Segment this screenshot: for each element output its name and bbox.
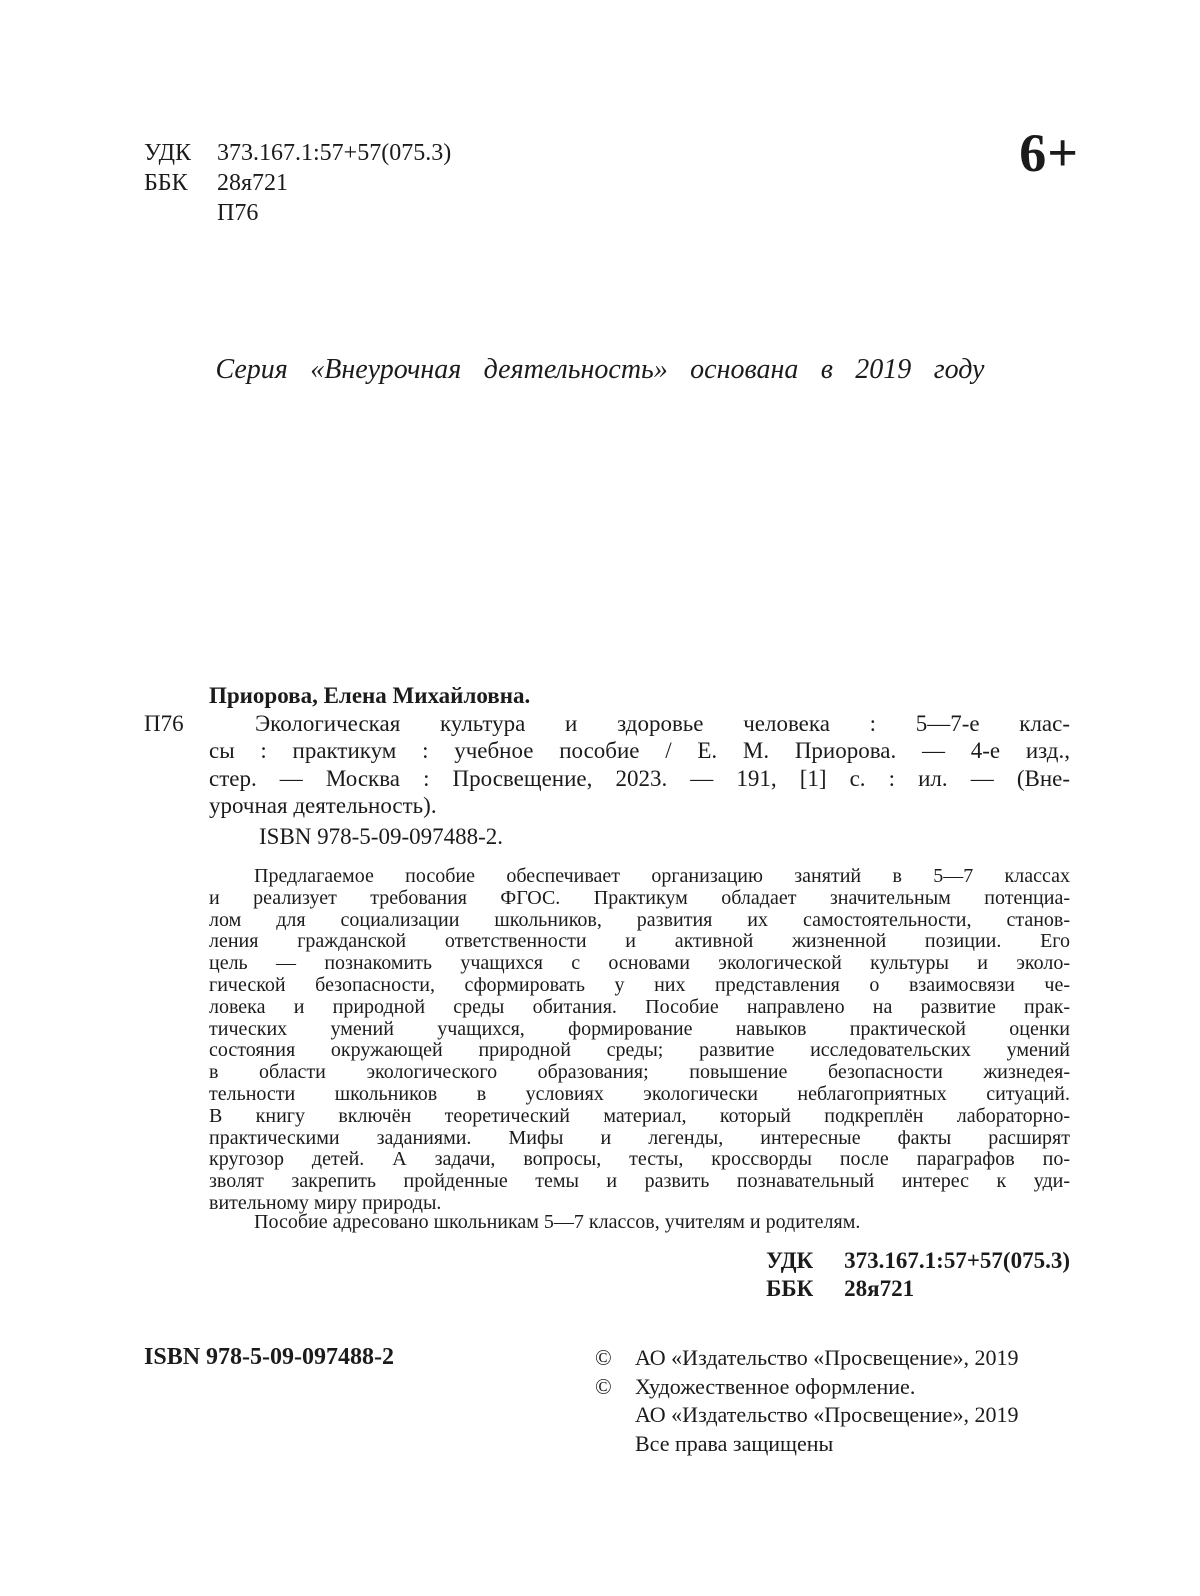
annotation-line: лом для социализации школьников, развития их самостоятельности, станов- bbox=[209, 908, 1070, 931]
copyright-mark-empty bbox=[595, 1401, 635, 1430]
udk-label: УДК bbox=[144, 140, 191, 166]
author-name: Приорова, Елена Михайловна. bbox=[209, 683, 531, 708]
footer-isbn: ISBN 978-5-09-097488-2 bbox=[144, 1344, 394, 1370]
udk-value: 373.167.1:57+57(075.3) bbox=[217, 140, 452, 166]
age-rating-badge: 6+ bbox=[1019, 123, 1079, 183]
bbk-label-bottom: ББК bbox=[766, 1276, 814, 1301]
bottom-classification-codes bbox=[766, 1247, 1070, 1303]
author-sign-hanging: П76 bbox=[144, 710, 184, 736]
annotation-line: и реализует требования ФГОС. Практикум обладает значительным потенциа- bbox=[209, 886, 1070, 909]
udk-label-bottom: УДК bbox=[766, 1248, 814, 1273]
bibliographic-text bbox=[209, 682, 1070, 820]
copyright-mark-empty bbox=[595, 1430, 635, 1459]
annotation-line: тических умений учащихся, формирование навыков практической оценки bbox=[209, 1017, 1070, 1040]
annotation-line: состояния окружающей природной среды; развитие исследовательских умений bbox=[209, 1039, 1070, 1062]
bbk-value: 28я721 bbox=[217, 170, 289, 196]
bib-line: Экологическая культура и здоровье человека : 5—7-е клас- bbox=[255, 710, 1070, 736]
annotation-line: в области экологического образования; повышение безопасности жизнедея- bbox=[209, 1061, 1070, 1084]
annotation-line: кругозор детей. А задачи, вопросы, тесты, кроссворды после параграфов по- bbox=[209, 1148, 1070, 1171]
copyright-block bbox=[595, 1344, 1019, 1458]
annotation-line: вительному миру природы. bbox=[209, 1191, 442, 1214]
annotation bbox=[209, 866, 1070, 1215]
annotation-line: гической безопасности, сформировать у них представления о взаимосвязи че- bbox=[209, 973, 1070, 996]
copyright-line: Художественное оформление. bbox=[635, 1373, 916, 1399]
annotation-line: В книгу включён теоретический материал, который подкреплён лабораторно- bbox=[209, 1104, 1070, 1127]
series-note: Серия «Внеурочная деятельность» основана в 2019 году bbox=[215, 354, 985, 385]
bib-line: сы : практикум : учебное пособие / Е. М. Приорова. — 4-е изд., bbox=[209, 738, 1070, 763]
top-classification-codes bbox=[144, 138, 451, 228]
annotation-line: зволят закрепить пройденные темы и развить познавательный интерес к уди- bbox=[209, 1170, 1070, 1193]
copyright-icon: © bbox=[595, 1345, 612, 1370]
annotation-line: практическими заданиями. Мифы и легенды, интересные факты расширят bbox=[209, 1126, 1070, 1149]
copyright-line: АО «Издательство «Просвещение», 2019 bbox=[635, 1345, 1019, 1370]
bbk-value-bottom: 28я721 bbox=[844, 1276, 915, 1301]
spacer bbox=[144, 198, 217, 228]
bbk-label: ББК bbox=[144, 170, 188, 196]
copyright-line: Все права защищены bbox=[635, 1430, 834, 1456]
annotation-line: тельности школьников в условиях экологически неблагоприятных ситуаций. bbox=[209, 1082, 1070, 1105]
isbn-entry: ISBN 978-5-09-097488-2. bbox=[259, 824, 504, 849]
bib-line: стер. — Москва : Просвещение, 2023. — 191, [1] с. : ил. — (Вне- bbox=[209, 765, 1070, 791]
copyright-line: АО «Издательство «Просвещение», 2019 bbox=[635, 1402, 1019, 1427]
bib-line: урочная деятельность). bbox=[209, 793, 437, 818]
annotation-line: ления гражданской ответственности и активной жизненной позиции. Его bbox=[209, 930, 1070, 953]
udk-value-bottom: 373.167.1:57+57(075.3) bbox=[844, 1248, 1070, 1273]
bibliographic-entry bbox=[144, 682, 1070, 820]
annotation-line: ловека и природной среды обитания. Пособие направлено на развитие прак- bbox=[209, 995, 1070, 1018]
author-sign-top: П76 bbox=[217, 200, 259, 226]
copyright-icon: © bbox=[595, 1373, 612, 1399]
annotation-line: цель — познакомить учащихся с основами экологической культуры и эколо- bbox=[209, 952, 1070, 975]
addressee-note: Пособие адресовано школьникам 5—7 классов, учителям и родителям. bbox=[254, 1211, 861, 1233]
annotation-line: Предлагаемое пособие обеспечивает организацию занятий в 5—7 классах bbox=[254, 865, 1070, 887]
